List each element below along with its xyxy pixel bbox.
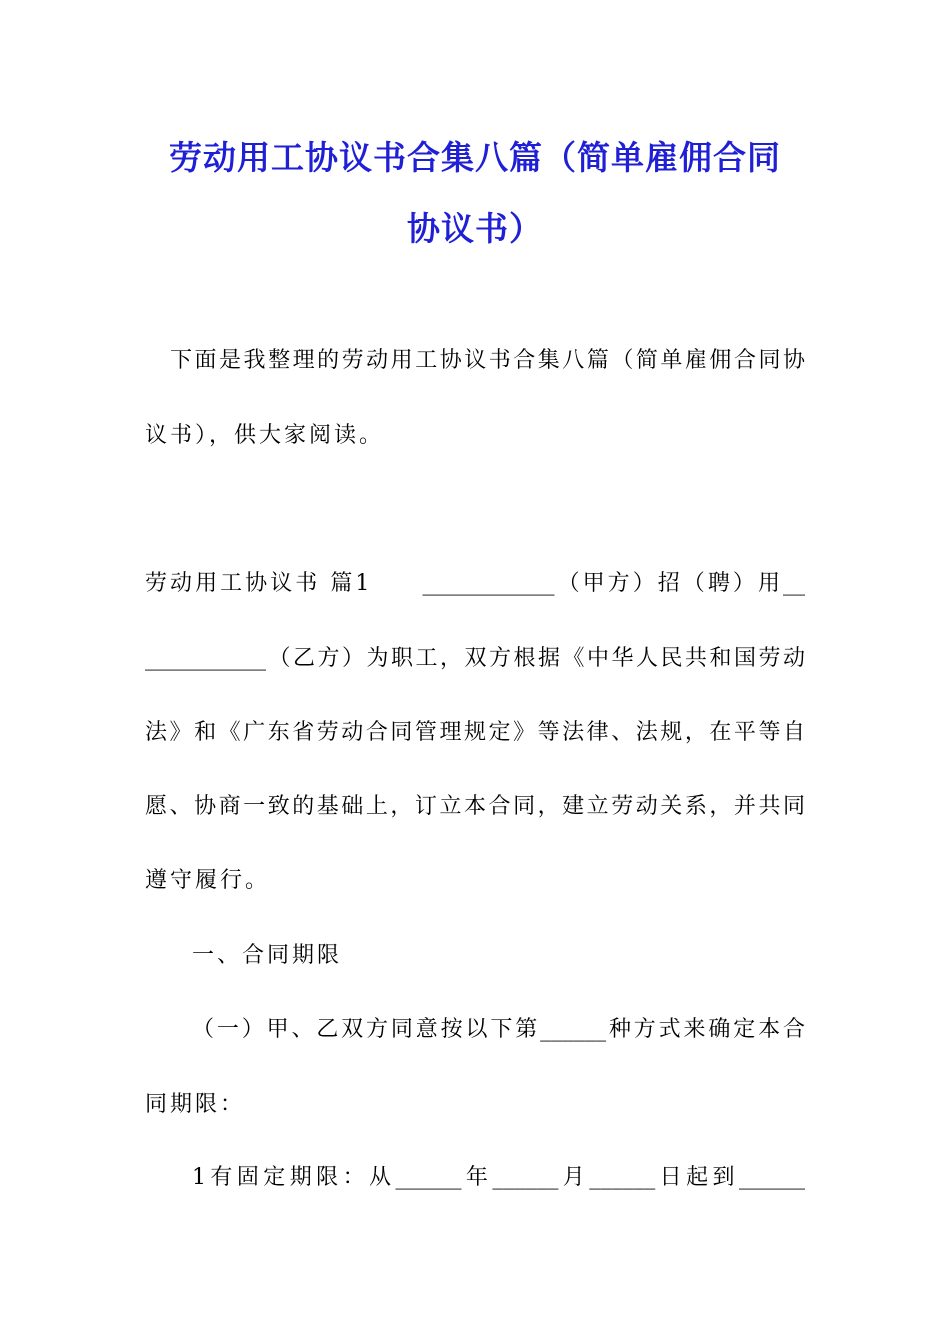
article-1-line-1: 劳动用工协议书 篇1 ____________（甲方）招（聘）用__ [145,571,805,596]
section-1-item-1: 1有固定期限：从______年______月______日起到______ [192,1165,805,1190]
intro-line-2: 议书），供大家阅读。 [145,423,385,448]
section-1-line-1: （一）甲、乙双方同意按以下第______种方式来确定本合 [192,1017,805,1042]
document-title-line-1: 劳动用工协议书合集八篇（简单雇佣合同 [169,138,781,177]
section-heading-contract-term: 一、合同期限 [192,943,343,968]
article-1-line-3: 法》和《广东省劳动合同管理规定》等法律、法规，在平等自 [145,720,805,745]
article-1-line-4: 愿、协商一致的基础上，订立本合同，建立劳动关系，并共同 [145,794,805,819]
article-1-line-5: 遵守履行。 [145,868,271,893]
document-title-line-2: 协议书） [407,209,543,248]
section-1-line-2: 同期限： [145,1092,246,1117]
intro-line-1: 下面是我整理的劳动用工协议书合集八篇（简单雇佣合同协 [170,348,805,373]
article-1-line-2: ___________（乙方）为职工，双方根据《中华人民共和国劳动 [145,646,805,671]
